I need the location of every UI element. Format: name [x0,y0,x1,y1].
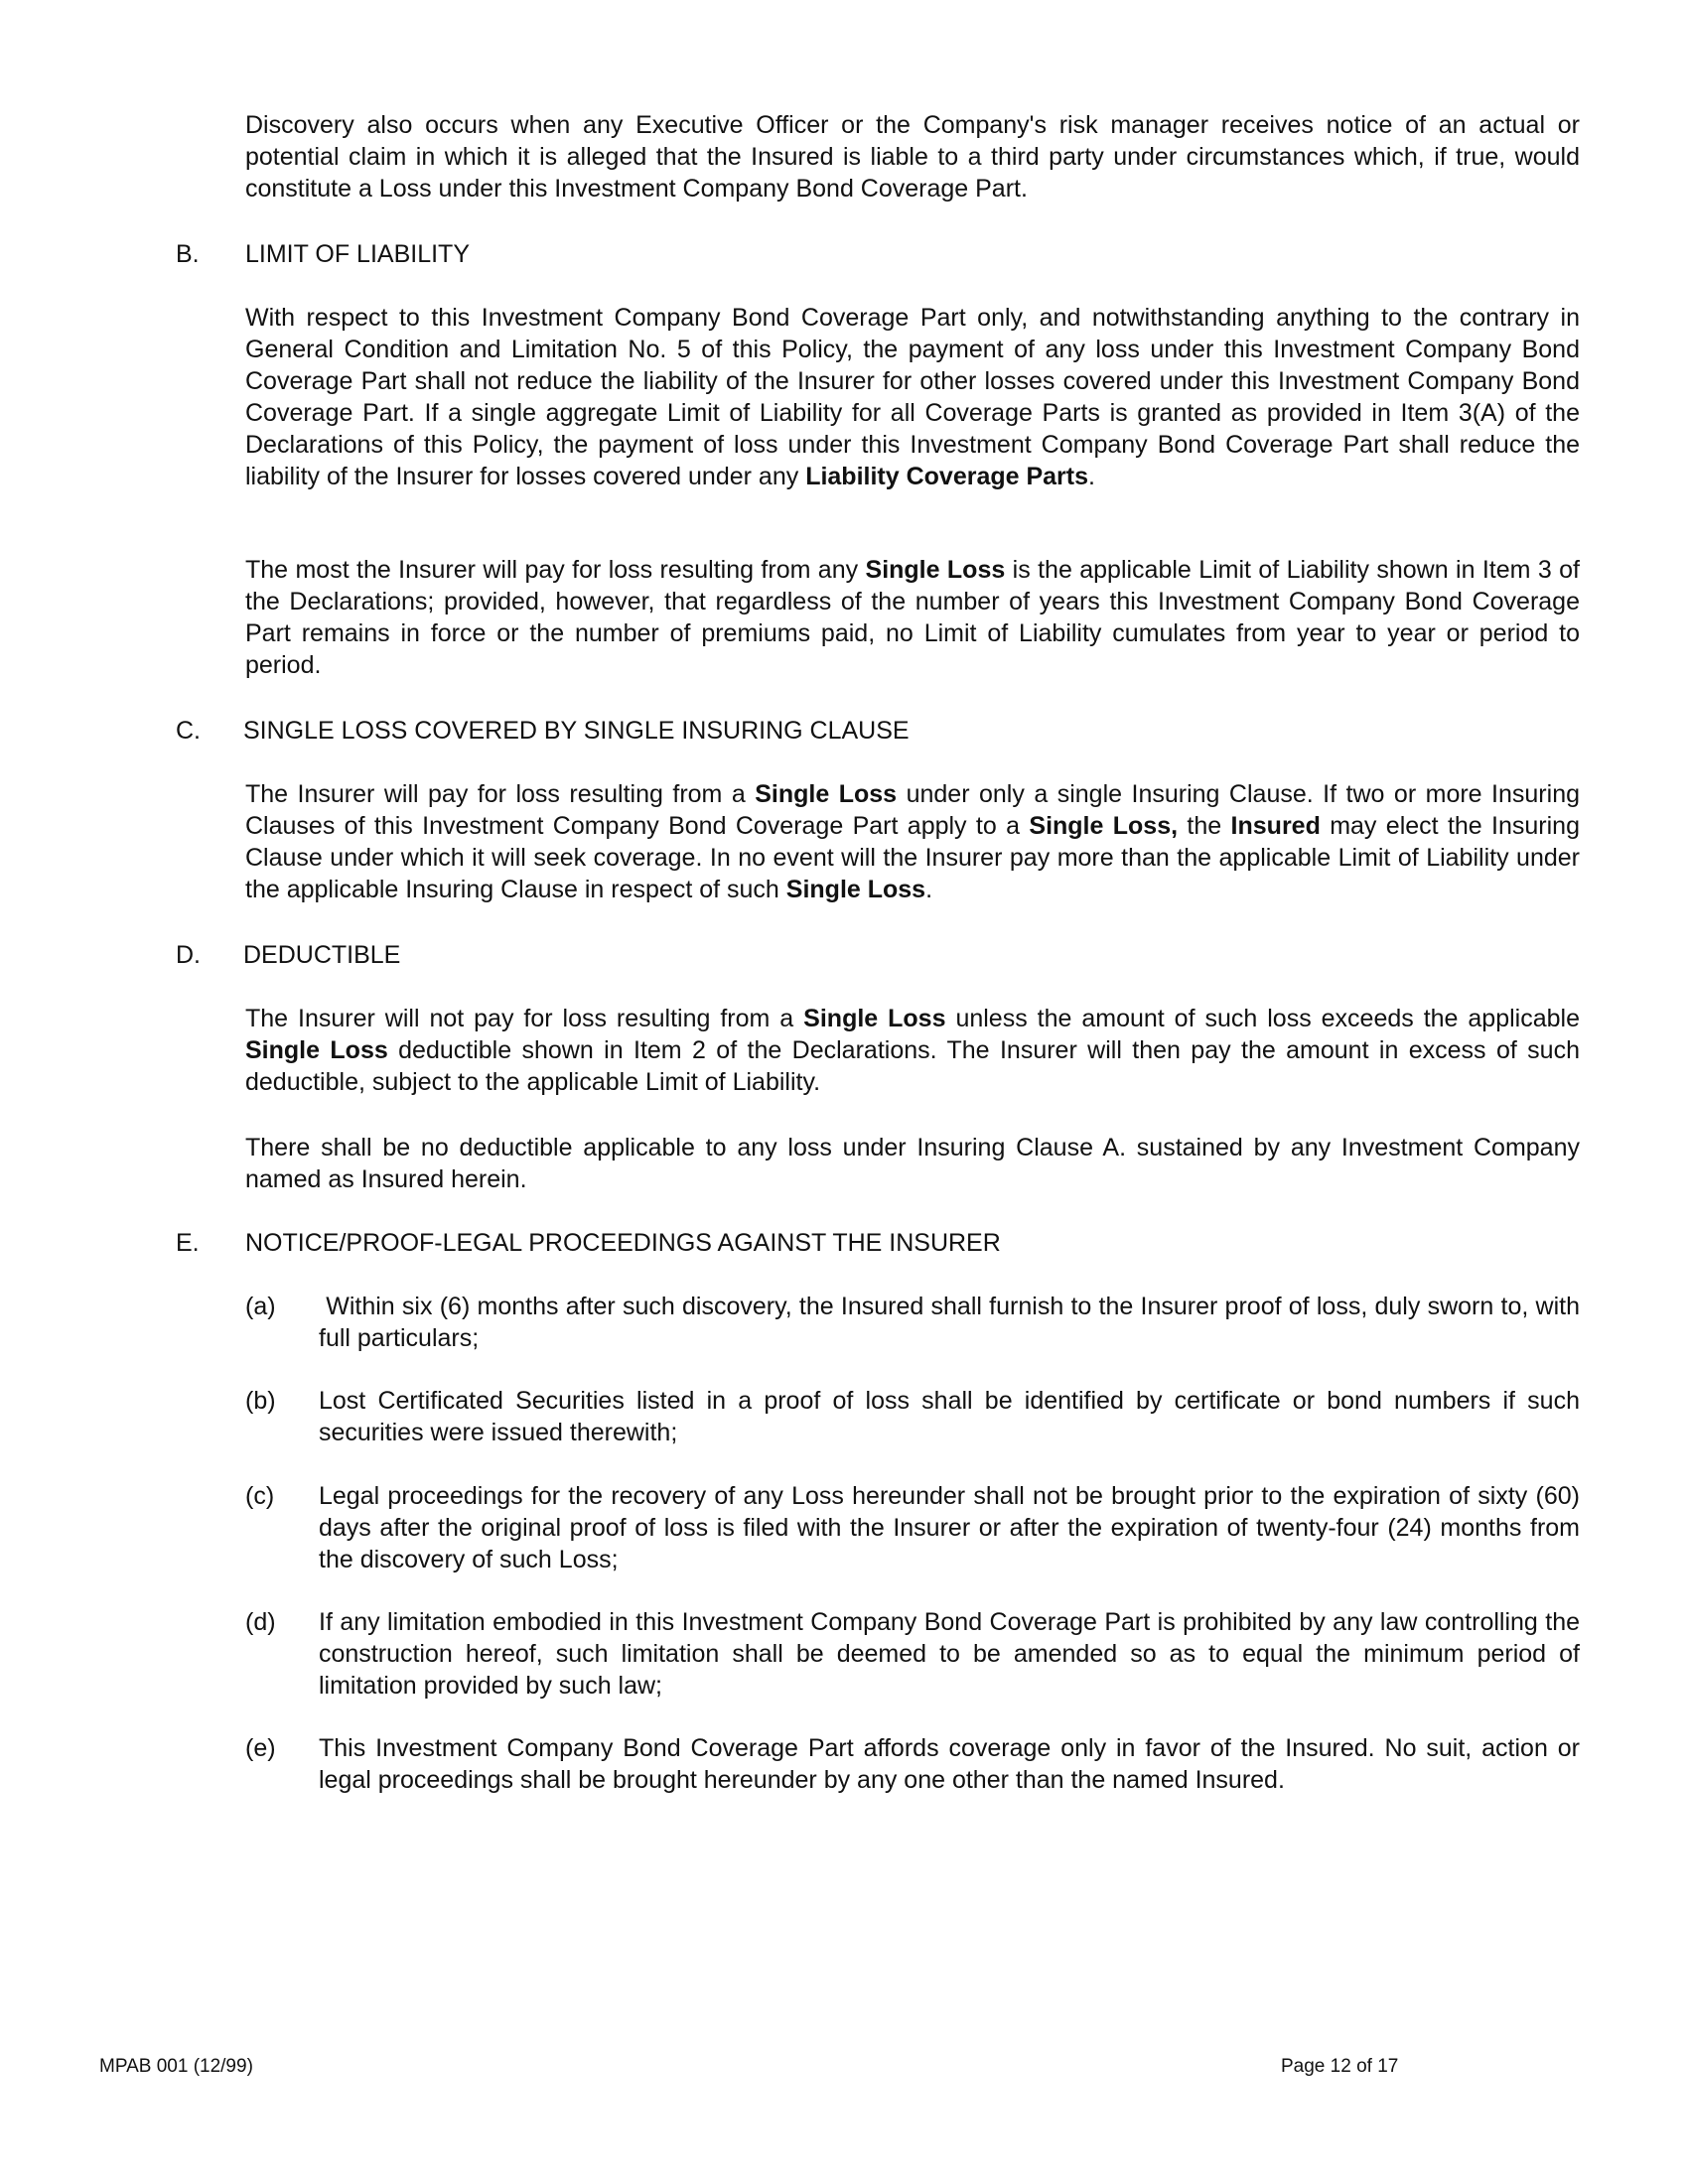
section-d-title: DEDUCTIBLE [243,941,401,969]
section-b-title: LIMIT OF LIABILITY [245,240,470,268]
insured-term: Insured [1230,812,1321,840]
item-label: (c) [245,1482,275,1510]
section-e-title: NOTICE/PROOF-LEGAL PROCEEDINGS AGAINST THE INSURER [245,1229,1001,1257]
section-c-letter: C. [176,717,201,745]
clause-text-4: may elect the Insuring Clause under which it will seek coverage. In no event will the Insurer pay more than the applicable Limit of Liability under the applicable Insuring Clause in respect of such [245,812,1580,903]
item-label: (b) [245,1387,276,1415]
deductible-paragraph-2 [245,1132,1580,1195]
item-text: If any limitation embodied in this Investment Company Bond Coverage Part is prohibited by any law controlling the construction hereof, such limitation shall be deemed to be amended so as to equal the minimum period of limitation provided by such law; [319,1608,1580,1700]
single-loss-term: Single Loss [245,1036,388,1064]
deductible-text-3: deductible shown in Item 2 of the Declarations. The Insurer will then pay the amount in excess of such deductible, subject to the applicable Limit of Liability. [245,1036,1580,1096]
clause-text-1: The Insurer will pay for loss resulting from a [245,780,746,808]
notice-item-c [245,1480,1580,1575]
single-loss-term: Single Loss [755,780,898,808]
limit-paragraph-2-rest: is the applicable Limit of Liability shown in Item 3 of the Declarations; provided, however, that regardless of the number of years this Investment Company Bond Coverage Part remains in force or the number of premiums paid, no Limit of Liability cumulates from year to year or period to period. [245,556,1580,679]
item-text: Within six (6) months after such discovery, the Insured shall furnish to the Insurer proof of loss, duly sworn to, with full particulars; [319,1293,1580,1352]
single-loss-term: Single Loss, [1029,812,1179,840]
single-loss-term: Single Loss [803,1005,946,1032]
section-e-letter: E. [176,1229,200,1257]
limit-paragraph-1-end: . [1088,463,1095,490]
section-d-letter: D. [176,941,201,969]
deductible-paragraph-1 [245,1003,1580,1098]
notice-item-b [245,1385,1580,1448]
limit-paragraph-2-start: The most the Insurer will pay for loss resulting from any [245,556,859,584]
limit-paragraph-1-text: With respect to this Investment Company Bond Coverage Part only, and notwithstanding anything to the contrary in General Condition and Limitation No. 5 of this Policy, the payment of any loss under this Investment Company Bond Coverage Part shall not reduce the liability of the Insurer for other losses covered under this Investment Company Bond Coverage Part. If a single aggregate Limit of Liability for all Coverage Parts is granted as provided in Item 3(A) of the Declarations of this Policy, the payment of loss under this Investment Company Bond Coverage Part shall reduce the liability of the Insurer for losses covered under any [245,304,1580,490]
clause-text-3: the [1187,812,1222,840]
item-text: Lost Certificated Securities listed in a proof of loss shall be identified by certificate or bond numbers if such securities were issued therewith; [319,1387,1580,1446]
notice-item-a [245,1291,1580,1354]
item-label: (d) [245,1608,276,1636]
item-text: Legal proceedings for the recovery of any Loss hereunder shall not be brought prior to the expiration of sixty (60) days after the original proof of loss is filed with the Insurer or after the expiration of twenty-four (24) months from the discovery of such Loss; [319,1482,1580,1573]
single-loss-clause-paragraph [245,778,1580,905]
discovery-paragraph [245,109,1580,205]
section-b-letter: B. [176,240,200,268]
item-label: (a) [245,1293,276,1320]
limit-of-liability-paragraph-1 [245,302,1580,492]
notice-item-e [245,1732,1580,1796]
limit-of-liability-paragraph-2 [245,554,1580,681]
deductible-text-1: The Insurer will not pay for loss resulting from a [245,1005,794,1032]
clause-text-2: under only a single Insuring Clause. If two or more Insuring Clauses of this Investment Company Bond Coverage Part apply to a [245,780,1580,840]
notice-item-d [245,1606,1580,1702]
item-label: (e) [245,1734,276,1762]
discovery-text: Discovery also occurs when any Executive Officer or the Company's risk manager receives notice of an actual or potential claim in which it is alleged that the Insured is liable to a third party under circumstances which, if true, would constitute a Loss under this Investment Company Bond Coverage Part. [245,111,1580,203]
single-loss-term: Single Loss [785,876,926,903]
liability-coverage-parts-term: Liability Coverage Parts [805,463,1089,490]
deductible-text-2: unless the amount of such loss exceeds the applicable [955,1005,1580,1032]
item-text: This Investment Company Bond Coverage Part affords coverage only in favor of the Insured. No suit, action or legal proceedings shall be brought hereunder by any one other than the named Insured. [319,1734,1580,1794]
clause-text-5: . [925,876,933,903]
single-loss-term: Single Loss [865,556,1006,584]
section-c-title: SINGLE LOSS COVERED BY SINGLE INSURING CLAUSE [243,717,910,745]
deductible-paragraph-2-text: There shall be no deductible applicable to any loss under Insuring Clause A. sustained by any Investment Company named as Insured herein. [245,1134,1580,1193]
form-number: MPAB 001 (12/99) [99,2056,253,2077]
page-number: Page 12 of 17 [1281,2056,1399,2077]
